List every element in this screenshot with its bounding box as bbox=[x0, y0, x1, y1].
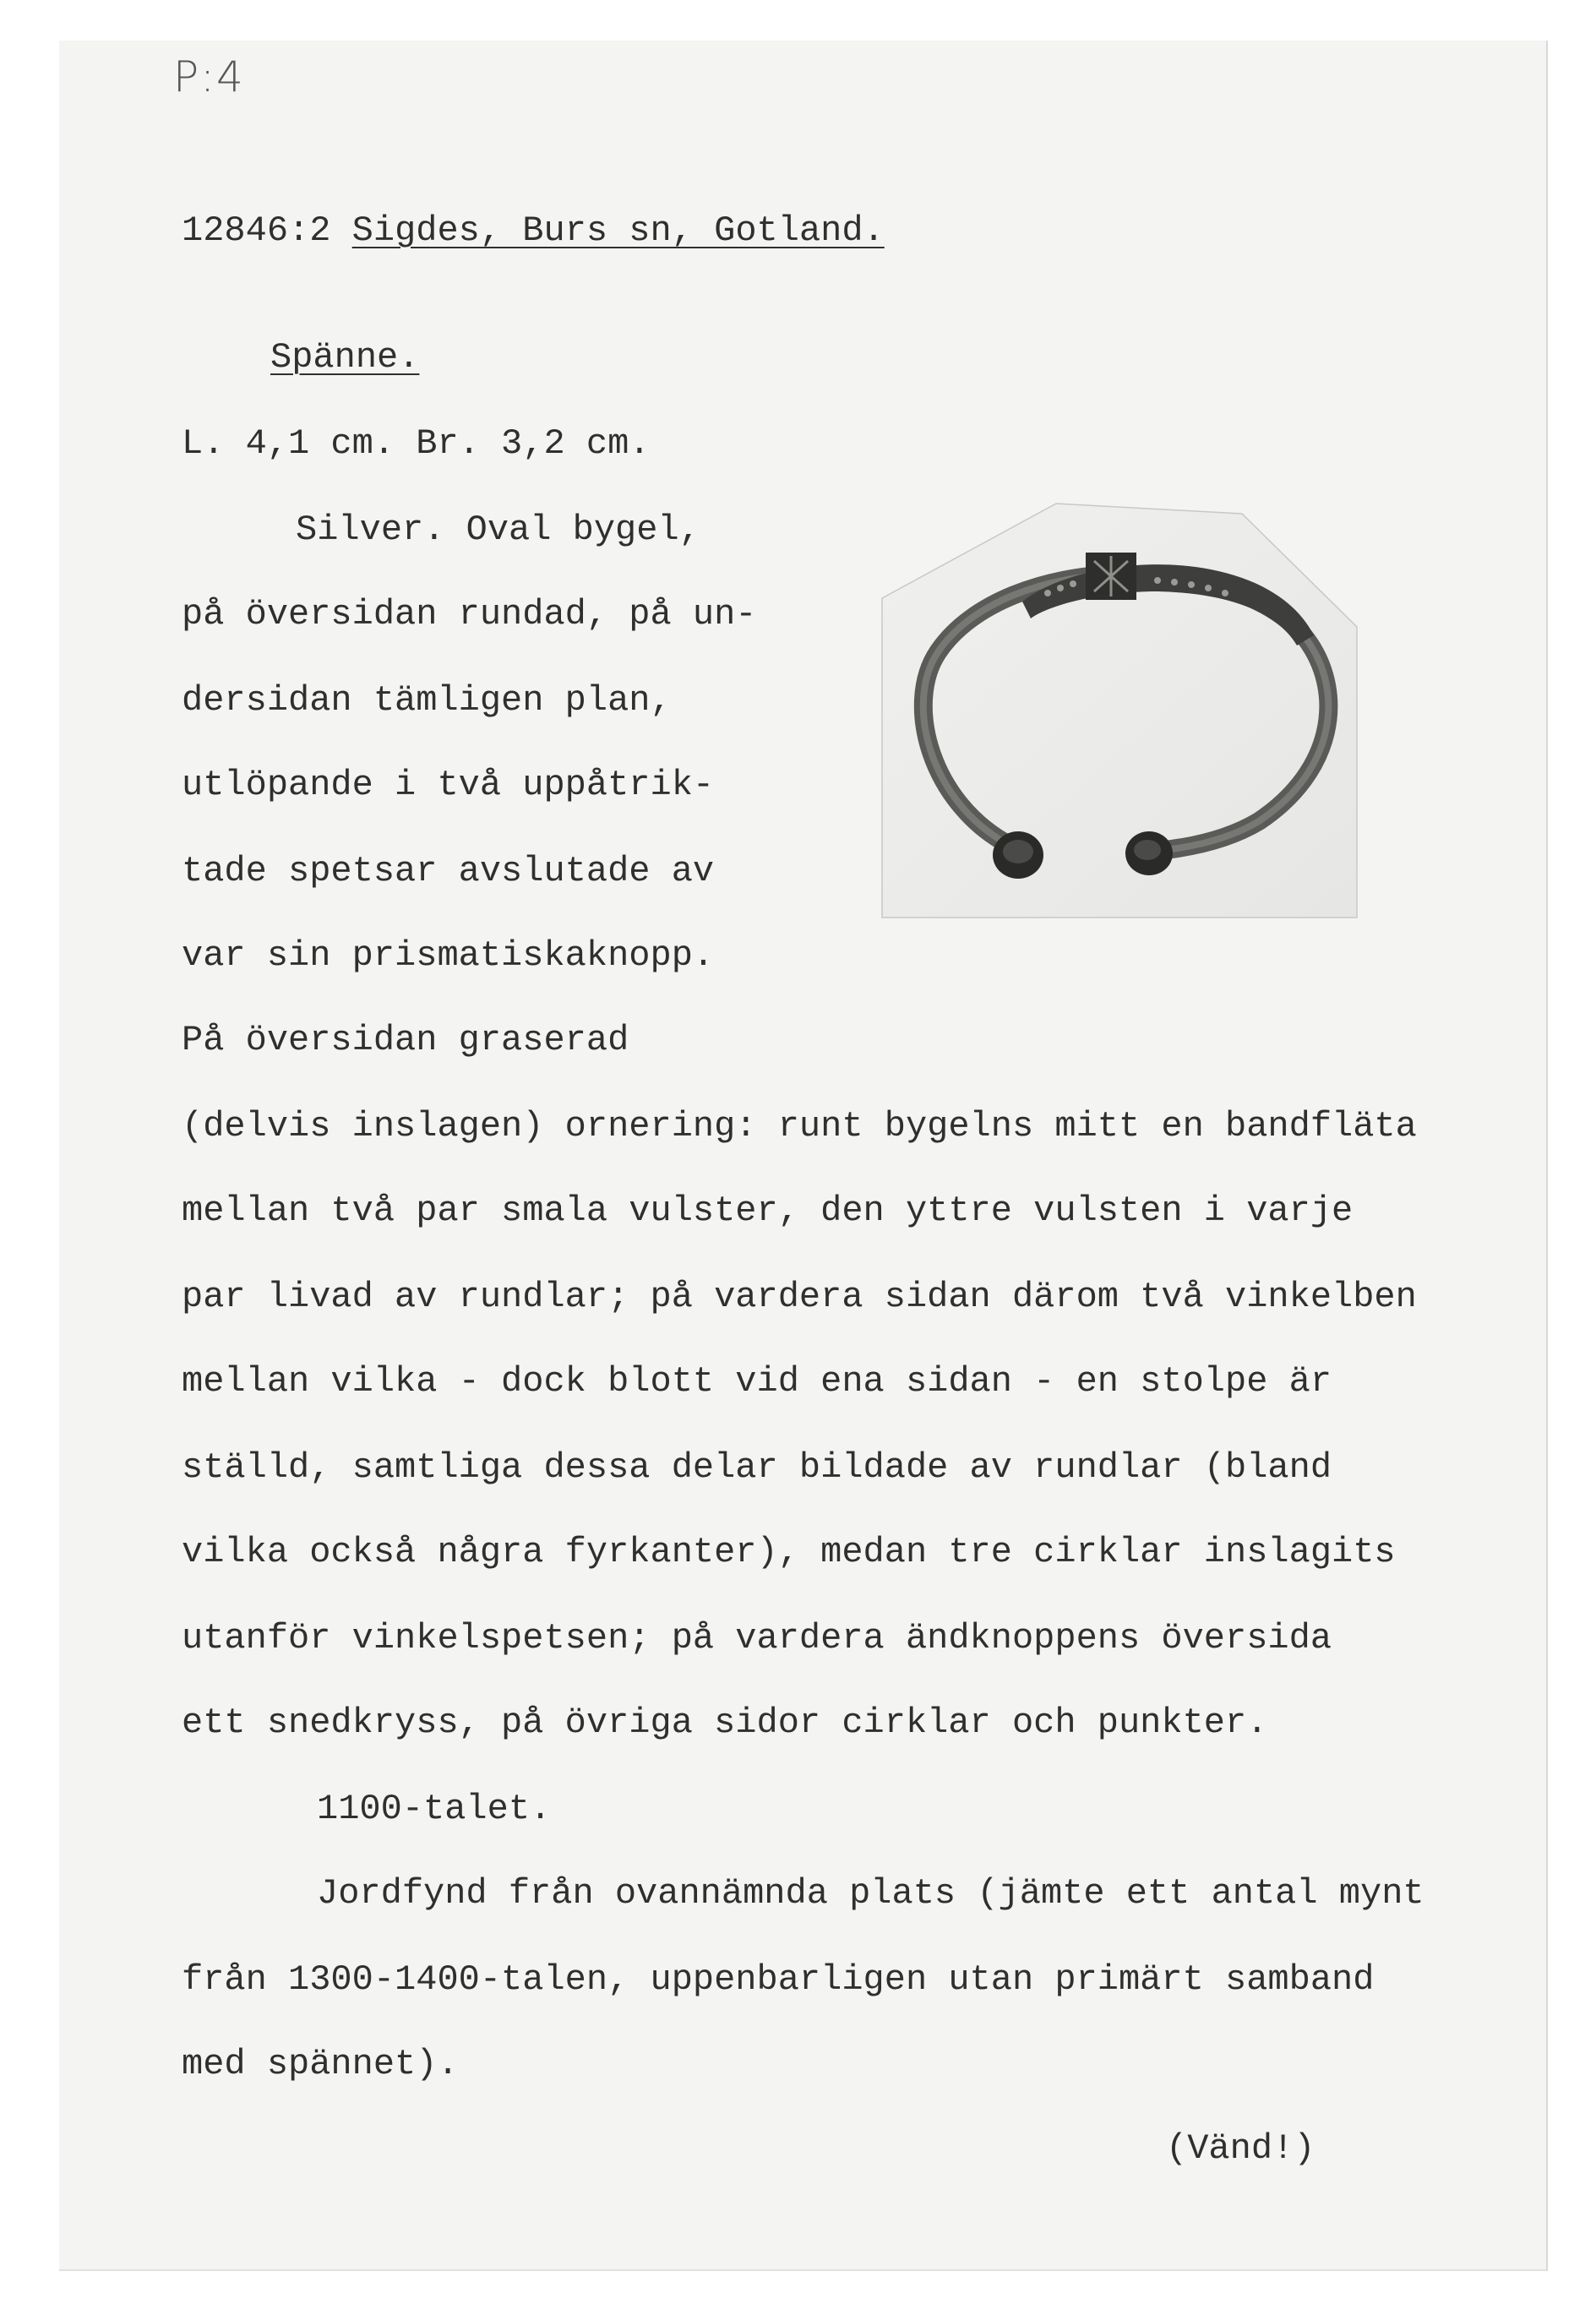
bracelet-photo bbox=[879, 500, 1360, 921]
header-line bbox=[182, 210, 885, 251]
dimensions: L. 4,1 cm. Br. 3,2 cm. bbox=[182, 423, 651, 464]
handwritten-id: P:4 bbox=[173, 52, 245, 101]
text-line-5: tade spetsar avslutade av bbox=[182, 851, 715, 891]
text-line-13: vilka också några fyrkanter), medan tre cirklar inslagits bbox=[182, 1532, 1396, 1572]
header-number: 12846:2 bbox=[182, 210, 331, 251]
text-line-7: På översidan graserad bbox=[182, 1020, 629, 1060]
text-line-9: mellan två par smala vulster, den yttre vulsten i varje bbox=[182, 1190, 1354, 1231]
text-line-10: par livad av rundlar; på vardera sidan därom två vinkelben bbox=[182, 1277, 1417, 1317]
text-line-19: med spännet). bbox=[182, 2044, 459, 2084]
text-line-3: dersidan tämligen plan, bbox=[182, 680, 672, 721]
header-place: Sigdes, Burs sn, Gotland. bbox=[351, 210, 885, 251]
text-line-4: utlöpande i två uppåtrik- bbox=[182, 765, 715, 805]
text-line-18: från 1300-1400-talen, uppenbarligen utan primärt samband bbox=[182, 1959, 1375, 2000]
text-line-16: 1100-talet. bbox=[317, 1789, 552, 1829]
text-line-2: på översidan rundad, på un- bbox=[182, 594, 757, 635]
text-line-6: var sin prismatiskaknopp. bbox=[182, 935, 715, 976]
text-line-1: Silver. Oval bygel, bbox=[296, 509, 700, 550]
text-line-8: (delvis inslagen) ornering: runt bygelns mitt en bandfläta bbox=[182, 1106, 1417, 1147]
text-line-15: ett snedkryss, på övriga sidor cirklar och punkter. bbox=[182, 1702, 1268, 1743]
text-line-17: Jordfynd från ovannämnda plats (jämte ett antal mynt bbox=[317, 1873, 1424, 1914]
text-line-14: utanför vinkelspetsen; på vardera ändknoppens översida bbox=[182, 1618, 1332, 1659]
text-line-11: mellan vilka - dock blott vid ena sidan - en stolpe är bbox=[182, 1361, 1332, 1402]
turn-over-note: (Vänd!) bbox=[1166, 2128, 1315, 2169]
text-line-12: ställd, samtliga dessa delar bildade av rundlar (bland bbox=[182, 1447, 1332, 1488]
card-title: Spänne. bbox=[270, 337, 420, 378]
